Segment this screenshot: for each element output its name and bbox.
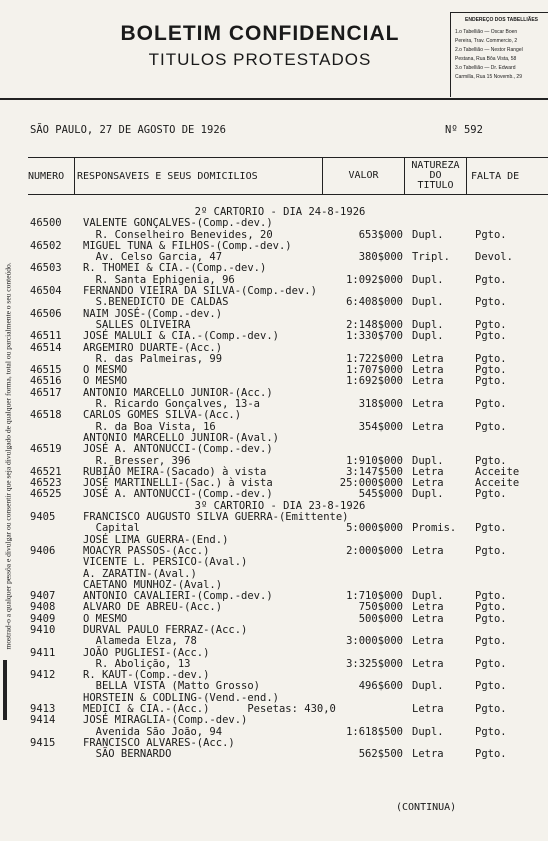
table-row [30,331,548,342]
row-nature: Letra [412,601,444,614]
table-row [30,410,548,421]
row-responsible: MEDICI & CIA.-(Acc.) Pesetas: 430,0 [83,703,336,716]
row-responsible: A. ZARATIN-(Aval.) [83,567,197,580]
table-row [30,636,548,647]
row-number: 46503 [30,262,62,275]
header-divider [0,98,548,100]
row-falta: Pgto. [475,318,507,331]
row-responsible: CAETANO MUNHOZ-(Aval.) [83,578,223,591]
row-responsible: ANTONIO CAVALIERI-(Comp.-dev.) [83,590,273,603]
row-number: 46500 [30,217,62,230]
column-header-natureza [404,158,466,194]
bulletin-subtitle: TITULOS PROTESTADOS [148,50,372,69]
row-nature: Dupl. [412,273,444,286]
row-falta: Pgto. [475,703,507,716]
row-falta: Pgto. [475,375,507,388]
row-value: 3:325$000 [346,657,403,670]
row-falta: Pgto. [475,590,507,603]
row-nature: Dupl. [412,296,444,309]
row-number: 46504 [30,285,62,298]
table-row [30,715,548,726]
row-responsible: Alameda Elza, 78 [83,635,197,648]
row-value: 1:330$700 [346,330,403,343]
bulletin-title: BOLETIM CONFIDENCIAL [120,22,400,45]
row-responsible: R. Abolição, 13 [83,657,191,670]
row-nature: Letra [412,477,444,490]
row-responsible: NAIM JOSÉ-(Comp.-dev.) [83,307,223,320]
row-responsible: ARGEMIRO DUARTE-(Acc.) [83,341,223,354]
row-nature: Tripl. [412,251,450,264]
row-responsible: RUBIÃO MEIRA-(Sacado) à vista [83,465,267,478]
address-line: 2.o Tabellião — Nestor Rangel [455,47,523,53]
row-falta: Pgto. [475,657,507,670]
row-number: 46519 [30,443,62,456]
row-value: 1:618$500 [346,725,403,738]
row-falta: Pgto. [475,680,507,693]
row-falta: Pgto. [475,544,507,557]
row-responsible: R. THOMEI & CIA.-(Comp.-dev.) [83,262,267,275]
row-responsible: R. KAUT-(Comp.-dev.) [83,669,210,682]
row-nature: Letra [412,657,444,670]
row-nature: Letra [412,544,444,557]
row-nature: Letra [412,420,444,433]
row-responsible: R. Conselheiro Benevides, 20 [83,228,273,241]
row-value: 318$000 [358,398,403,411]
row-nature: Letra [412,352,444,365]
row-number: 9407 [30,590,56,603]
row-nature: Letra [412,364,444,377]
row-responsible: O MESMO [83,364,128,377]
address-line: Pereira, Trav. Commercio, 2 [455,38,518,44]
table-row [30,557,548,568]
row-nature: Letra [412,748,444,761]
row-value: 1:092$000 [346,273,403,286]
row-nature: Dupl. [412,228,444,241]
row-falta: Pgto. [475,612,507,625]
table-row [30,218,548,229]
row-nature: Promis. [412,522,457,535]
row-number: 9414 [30,714,56,727]
row-falta: Pgto. [475,398,507,411]
table-header [28,157,548,195]
row-responsible: R. Santa Ephigenia, 96 [83,273,235,286]
row-nature: Dupl. [412,680,444,693]
row-responsible: Capital [83,522,140,535]
row-responsible: O MESMO [83,375,128,388]
row-responsible: R. Bresser, 396 [83,454,191,467]
row-value: 3:000$000 [346,635,403,648]
row-value: 380$000 [358,251,403,264]
natureza-line: NATUREZA [411,160,460,171]
row-responsible: SÃO BERNARDO [83,748,172,761]
row-nature: Letra [412,612,444,625]
row-responsible: JOSÉ MARTINELLI-(Sac.) à vista [83,477,273,490]
row-value: 1:707$000 [346,364,403,377]
table-row [30,444,548,455]
row-number: 9409 [30,612,56,625]
row-value: 496$600 [358,680,403,693]
row-responsible: MIGUEL TUNA & FILHOS-(Comp.-dev.) [83,239,292,252]
row-nature: Dupl. [412,318,444,331]
row-number: 46511 [30,330,62,343]
row-responsible: JOSÉ MALULI & CIA.-(Comp.-dev.) [83,330,279,343]
confidentiality-notice: mostrad-o a qualquer pessôa e divulgar ou consentir que seja divulgado de qualquer forma, total ou parcialmente o seu conteúdo. [3,262,13,650]
row-number: 9405 [30,511,56,524]
row-responsible: MOACYR PASSOS-(Acc.) [83,544,210,557]
row-value: 500$000 [358,612,403,625]
row-falta: Pgto. [475,352,507,365]
row-value: 1:692$000 [346,375,403,388]
notary-address-box [450,12,548,97]
row-falta: Pgto. [475,273,507,286]
row-responsible: VICENTE L. PERSICO-(Aval.) [83,556,248,569]
row-number: 46518 [30,409,62,422]
row-number: 9410 [30,623,56,636]
row-value: 562$500 [358,748,403,761]
row-value: 2:000$000 [346,544,403,557]
address-line: 1.o Tabellião — Oscar Boen [455,29,518,35]
row-falta: Pgto. [475,420,507,433]
row-value: 1:722$000 [346,352,403,365]
row-responsible: JOSÉ A. ANTONUCCI-(Comp.-dev.) [83,443,273,456]
row-responsible: JOSÉ LIMA GUERRA-(End.) [83,533,229,546]
row-nature: Dupl. [412,590,444,603]
section-heading-text: 2º CARTORIO - DIA 24-8-1926 [194,206,366,218]
row-falta: Pgto. [475,522,507,535]
row-falta: Acceite [475,465,520,478]
issue-number: Nº 592 [445,124,483,136]
row-responsible: R. das Palmeiras, 99 [83,352,223,365]
row-number: 46506 [30,307,62,320]
row-falta: Pgto. [475,725,507,738]
row-value: 6:408$000 [346,296,403,309]
continua-note: (CONTINUA) [396,802,457,813]
row-number: 46523 [30,477,62,490]
row-nature: Letra [412,635,444,648]
address-line: 3.o Tabellião — Dr. Edward [455,65,516,71]
row-number: 46525 [30,488,62,501]
row-responsible: FRANCISCO ALVARES-(Acc.) [83,736,235,749]
row-nature: Letra [412,398,444,411]
row-value: 545$000 [358,488,403,501]
natureza-line: TITULO [417,180,454,191]
row-responsible: VALENTE GONÇALVES-(Comp.-dev.) [83,217,273,230]
row-nature: Letra [412,375,444,388]
row-responsible: ALVARO DE ABREU-(Acc.) [83,601,223,614]
row-value: 2:148$000 [346,318,403,331]
row-falta: Pgto. [475,748,507,761]
row-responsible: JOSÉ A. ANTONUCCI-(Comp.-dev.) [83,488,273,501]
row-responsible: O MESMO [83,612,128,625]
address-line: Carmilla, Rua 15 Novemb., 29 [455,74,522,80]
margin-mark [3,660,7,720]
date-line: SÃO PAULO, 27 DE AGOSTO DE 1926 [30,124,226,136]
row-nature: Dupl. [412,454,444,467]
row-falta: Acceite [475,477,520,490]
row-number: 9406 [30,544,56,557]
section-heading-text: 3º CARTORIO - DIA 23-8-1926 [194,499,366,512]
row-number: 9415 [30,736,56,749]
natureza-line: DO [429,170,442,181]
row-nature: Dupl. [412,330,444,343]
row-responsible: DURVAL PAULO FERRAZ-(Acc.) [83,623,248,636]
row-nature: Dupl. [412,488,444,501]
row-value: 653$000 [358,228,403,241]
row-falta: Pgto. [475,364,507,377]
table-row [30,749,548,760]
row-number: 46502 [30,239,62,252]
row-number: 46517 [30,386,62,399]
row-number: 9413 [30,703,56,716]
row-falta: Pgto. [475,330,507,343]
row-falta: Devol. [475,251,513,264]
row-falta: Pgto. [475,601,507,614]
row-number: 46514 [30,341,62,354]
row-responsible: ANTONIO MARCELLO JUNIOR-(Aval.) [83,431,279,444]
table-row [30,602,548,613]
row-value: 1:710$000 [346,590,403,603]
row-number: 9411 [30,646,56,659]
row-falta: Pgto. [475,296,507,309]
row-responsible: Avenida São João, 94 [83,725,223,738]
row-responsible: Av. Celso Garcia, 47 [83,251,223,264]
row-responsible: FERNANDO VIEIRA DA SILVA-(Comp.-dev.) [83,285,317,298]
row-responsible: S.BENEDICTO DE CALDAS [83,296,229,309]
table-row [30,297,548,308]
row-nature: Dupl. [412,725,444,738]
row-responsible: CARLOS GOMES SILVA-(Acc.) [83,409,242,422]
column-header-falta: FALTA DE [466,158,548,194]
row-responsible: SALLES OLIVEIRA [83,318,191,331]
row-number: 9408 [30,601,56,614]
table-row [30,523,548,534]
row-responsible: FRANCISCO AUGUSTO SILVA GUERRA-(Emittente) [83,511,349,524]
row-number: 46516 [30,375,62,388]
column-header-responsaveis: RESPONSAVEIS E SEUS DOMICILIOS [74,158,322,194]
row-value: 3:147$500 [346,465,403,478]
row-responsible: HORSTEIN & CODLING-(Vend.-end.) [83,691,279,704]
row-number: 9412 [30,669,56,682]
row-falta: Pgto. [475,488,507,501]
column-header-valor: VALOR [322,158,404,194]
row-falta: Pgto. [475,228,507,241]
row-value: 25:000$000 [339,477,403,490]
protest-table-body [30,207,548,761]
row-value: 750$000 [358,601,403,614]
row-falta: Pgto. [475,454,507,467]
row-value: 1:910$000 [346,454,403,467]
row-responsible: R. Ricardo Gonçalves, 13-a [83,398,261,411]
row-responsible: R. da Boa Vista, 16 [83,420,216,433]
address-box-title: ENDEREÇO DOS TABELLIÃES [465,17,538,23]
row-number: 46521 [30,465,62,478]
row-responsible: BELLA VISTA (Matto Grosso) [83,680,261,693]
row-value: 5:000$000 [346,522,403,535]
row-responsible: JOSÉ MIRAGLIA-(Comp.-dev.) [83,714,248,727]
row-nature: Letra [412,465,444,478]
row-value: 354$000 [358,420,403,433]
address-line: Pestana, Rua Bôa Vista, 58 [455,56,517,62]
row-number: 46515 [30,364,62,377]
column-header-numero: NUMERO [28,170,65,182]
row-falta: Pgto. [475,635,507,648]
row-responsible: JOÃO PUGLIESI-(Acc.) [83,646,210,659]
row-responsible: ANTONIO MARCELLO JUNIOR-(Acc.) [83,386,273,399]
row-nature: Letra [412,703,444,716]
